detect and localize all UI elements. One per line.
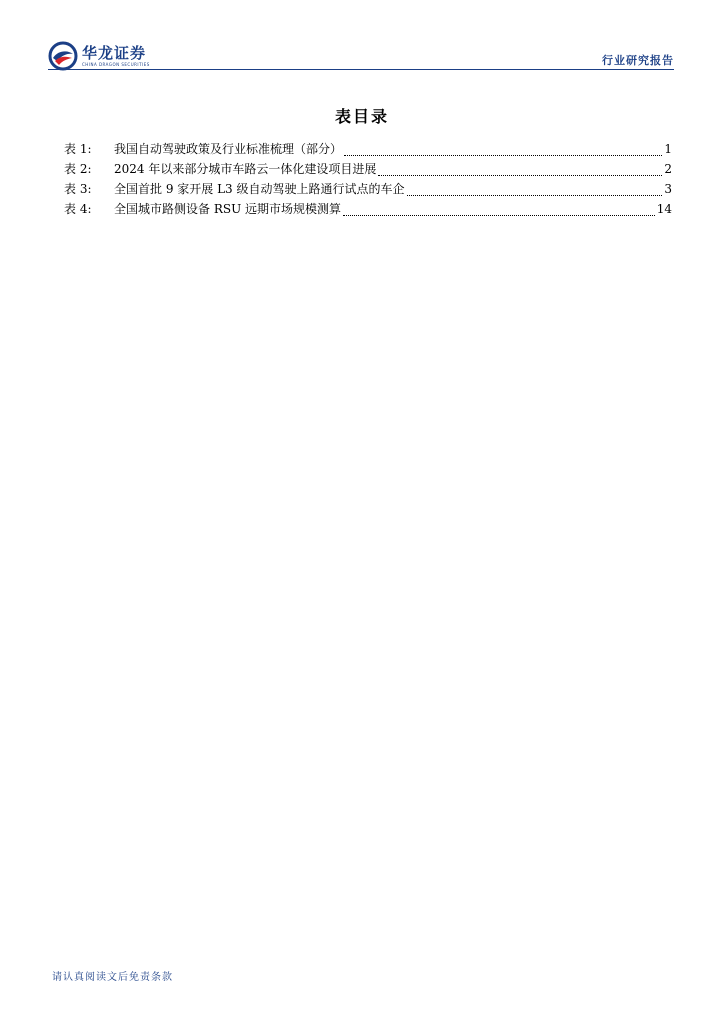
toc-entry-page: 1	[664, 142, 672, 156]
dragon-logo-icon	[48, 41, 78, 71]
logo-english-name: CHINA DRAGON SECURITIES	[82, 61, 150, 67]
toc-entry-label: 表 3:	[64, 182, 92, 196]
toc-entry-page: 2	[664, 162, 672, 176]
table-of-tables	[64, 140, 672, 220]
toc-entry-page: 14	[656, 202, 672, 216]
toc-leader-dots	[407, 185, 663, 196]
page-header	[48, 40, 674, 72]
logo-chinese-name: 华龙证券	[82, 43, 147, 62]
toc-entry-label: 表 2:	[64, 162, 92, 176]
toc-leader-dots	[344, 145, 662, 156]
toc-entry-page: 3	[664, 182, 672, 196]
report-type-label: 行业研究报告	[602, 54, 674, 67]
toc-entry[interactable]	[64, 200, 672, 220]
header-divider	[48, 69, 674, 70]
toc-entry-title: 全国城市路侧设备 RSU 远期市场规模测算	[114, 202, 341, 216]
toc-entry-label: 表 4:	[64, 202, 92, 216]
toc-entry-title: 全国首批 9 家开展 L3 级自动驾驶上路通行试点的车企	[114, 182, 405, 196]
toc-entry-title: 我国自动驾驶政策及行业标准梳理（部分）	[114, 142, 343, 156]
toc-entry[interactable]	[64, 180, 672, 200]
page-title: 表目录	[334, 107, 389, 126]
toc-entry[interactable]	[64, 140, 672, 160]
disclaimer-note: 请认真阅读文后免责条款	[52, 972, 173, 983]
company-logo	[48, 40, 150, 72]
toc-entry-title: 2024 年以来部分城市车路云一体化建设项目进展	[114, 162, 377, 176]
toc-leader-dots	[378, 165, 662, 176]
toc-leader-dots	[343, 205, 655, 216]
toc-entry[interactable]	[64, 160, 672, 180]
toc-entry-label: 表 1:	[64, 142, 92, 156]
